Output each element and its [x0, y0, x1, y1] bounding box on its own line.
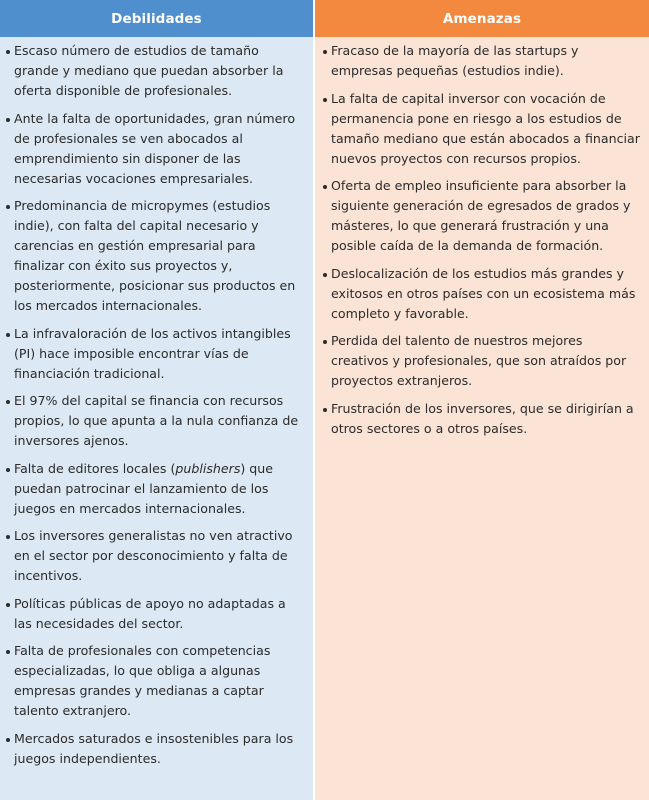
amenazas-item: Oferta de empleo insuficiente para absorber la siguiente generación de egresados de grados y másteres, lo que generará frustración y una posible caída de la demanda de formación.	[323, 176, 641, 256]
amenazas-item: Deslocalización de los estudios más grandes y exitosos en otros países con un ecosistema más completo y favorable.	[323, 264, 641, 324]
debilidades-item	[6, 459, 307, 519]
debilidades-item: Ante la falta de oportunidades, gran número de profesionales se ven abocados al emprendimiento sin disponer de las necesarias vocaciones empresariales.	[6, 109, 307, 189]
amenazas-header: Amenazas	[315, 0, 649, 37]
item-text-emphasis: publishers	[175, 460, 241, 476]
debilidades-header: Debilidades	[0, 0, 313, 37]
debilidades-item: Falta de profesionales con competencias especializadas, lo que obliga a algunas empresas grandes y medianas a captar talento extranjero.	[6, 641, 307, 721]
debilidades-item: La infravaloración de los activos intangibles (PI) hace imposible encontrar vías de financiación tradicional.	[6, 324, 307, 384]
debilidades-item: Los inversores generalistas no ven atractivo en el sector por desconocimiento y falta de incentivos.	[6, 526, 307, 586]
debilidades-column	[0, 0, 313, 800]
amenazas-item: La falta de capital inversor con vocación de permanencia pone en riesgo a los estudios de tamaño mediano que están abocados a financiar nuevos proyectos con recursos propios.	[323, 89, 641, 169]
amenazas-list	[315, 37, 649, 439]
debilidades-item: Políticas públicas de apoyo no adaptadas a las necesidades del sector.	[6, 594, 307, 634]
item-text-after: ) que puedan patrocinar el lanzamiento de los juegos en mercados internacionales.	[14, 460, 274, 516]
amenazas-item: Perdida del talento de nuestros mejores creativos y profesionales, que son atraídos por proyectos extranjeros.	[323, 331, 641, 391]
debilidades-item: Mercados saturados e insostenibles para los juegos independientes.	[6, 729, 307, 769]
amenazas-item: Fracaso de la mayoría de las startups y empresas pequeñas (estudios indie).	[323, 41, 641, 81]
amenazas-item: Frustración de los inversores, que se dirigirían a otros sectores o a otros países.	[323, 399, 641, 439]
debilidades-item: Escaso número de estudios de tamaño grande y mediano que puedan absorber la oferta disponible de profesionales.	[6, 41, 307, 101]
debilidades-item: El 97% del capital se financia con recursos propios, lo que apunta a la nula confianza de inversores ajenos.	[6, 391, 307, 451]
amenazas-column	[313, 0, 649, 800]
debilidades-item: Predominancia de micropymes (estudios indie), con falta del capital necesario y carencias en gestión empresarial para finalizar con éxito sus proyectos y, posteriormente, posicionar sus productos en los mercados internacionales.	[6, 196, 307, 316]
item-text-before: Falta de editores locales (	[14, 460, 176, 476]
debilidades-list	[0, 37, 313, 769]
